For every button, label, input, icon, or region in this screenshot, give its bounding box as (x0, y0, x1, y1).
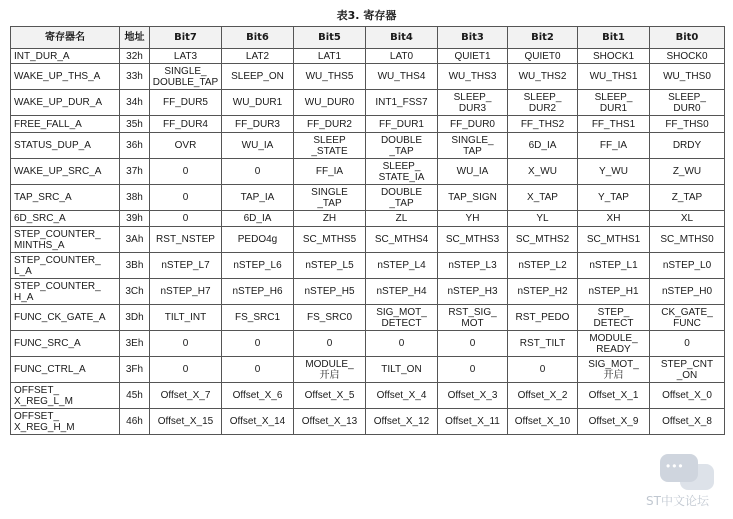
bit7-cell: 0 (150, 211, 222, 227)
bit3-cell: YH (438, 211, 508, 227)
bit0-cell: Z_WU (650, 159, 725, 185)
bit3-cell: QUIET1 (438, 49, 508, 64)
register-table (10, 26, 725, 435)
bit6-cell: 0 (222, 331, 294, 357)
bit1-cell: Y_TAP (578, 185, 650, 211)
col-header-bit3: Bit3 (438, 27, 508, 49)
bit2-cell: 6D_IA (508, 133, 578, 159)
bit1-cell: SHOCK1 (578, 49, 650, 64)
register-address-cell: 35h (120, 116, 150, 133)
bit2-cell: RST_PEDO (508, 305, 578, 331)
bit5-cell: ZH (294, 211, 366, 227)
bit5-cell: Offset_X_5 (294, 383, 366, 409)
bit7-cell: 0 (150, 357, 222, 383)
bit0-cell: WU_THS0 (650, 64, 725, 90)
bit2-cell: YL (508, 211, 578, 227)
bit3-cell: SC_MTHS3 (438, 227, 508, 253)
bit0-cell: Z_TAP (650, 185, 725, 211)
bit4-cell: nSTEP_L4 (366, 253, 438, 279)
bit0-cell: Offset_X_0 (650, 383, 725, 409)
bit3-cell: WU_IA (438, 159, 508, 185)
bit5-cell: FF_DUR2 (294, 116, 366, 133)
bit5-cell: nSTEP_L5 (294, 253, 366, 279)
bit4-cell: TILT_ON (366, 357, 438, 383)
bit2-cell: SC_MTHS2 (508, 227, 578, 253)
bit7-cell: FF_DUR4 (150, 116, 222, 133)
bit6-cell: FF_DUR3 (222, 116, 294, 133)
register-name-cell: STATUS_DUP_A (11, 133, 120, 159)
register-address-cell: 36h (120, 133, 150, 159)
register-address-cell: 32h (120, 49, 150, 64)
bit5-cell: WU_DUR0 (294, 90, 366, 116)
col-header-bit5: Bit5 (294, 27, 366, 49)
forum-watermark (640, 450, 726, 514)
col-header-bit7: Bit7 (150, 27, 222, 49)
bit6-cell: 0 (222, 357, 294, 383)
bit0-cell: CK_GATE_ FUNC (650, 305, 725, 331)
col-header-bit6: Bit6 (222, 27, 294, 49)
bit4-cell: 0 (366, 331, 438, 357)
bit6-cell: LAT2 (222, 49, 294, 64)
bit2-cell: QUIET0 (508, 49, 578, 64)
register-name-cell: OFFSET_ X_REG_L_M (11, 383, 120, 409)
register-name-cell: TAP_SRC_A (11, 185, 120, 211)
bit7-cell: Offset_X_7 (150, 383, 222, 409)
bit5-cell: Offset_X_13 (294, 409, 366, 435)
register-name-cell: WAKE_UP_SRC_A (11, 159, 120, 185)
bit6-cell: WU_DUR1 (222, 90, 294, 116)
table-row (11, 357, 725, 383)
col-header-bit2: Bit2 (508, 27, 578, 49)
bit0-cell: FF_THS0 (650, 116, 725, 133)
bit1-cell: SIG_MOT_ 开启 (578, 357, 650, 383)
bit1-cell: FF_THS1 (578, 116, 650, 133)
bit0-cell: 0 (650, 331, 725, 357)
register-name-cell: FREE_FALL_A (11, 116, 120, 133)
bit4-cell: DOUBLE _TAP (366, 185, 438, 211)
table-row (11, 185, 725, 211)
bit5-cell: SC_MTHS5 (294, 227, 366, 253)
bit6-cell: nSTEP_L6 (222, 253, 294, 279)
bit5-cell: LAT1 (294, 49, 366, 64)
bit1-cell: WU_THS1 (578, 64, 650, 90)
register-name-cell: STEP_COUNTER_ MINTHS_A (11, 227, 120, 253)
col-header-name: 寄存器名 (11, 27, 120, 49)
register-table-body (11, 49, 725, 435)
bit7-cell: RST_NSTEP (150, 227, 222, 253)
register-address-cell: 3Fh (120, 357, 150, 383)
table-row (11, 305, 725, 331)
bit0-cell: Offset_X_8 (650, 409, 725, 435)
bit6-cell: nSTEP_H6 (222, 279, 294, 305)
bit6-cell: TAP_IA (222, 185, 294, 211)
bit0-cell: nSTEP_L0 (650, 253, 725, 279)
table-row (11, 159, 725, 185)
bit3-cell: Offset_X_11 (438, 409, 508, 435)
bit4-cell: SIG_MOT_ DETECT (366, 305, 438, 331)
bit6-cell: Offset_X_14 (222, 409, 294, 435)
bit6-cell: PEDO4g (222, 227, 294, 253)
bit3-cell: 0 (438, 331, 508, 357)
table-row (11, 211, 725, 227)
bit7-cell: nSTEP_L7 (150, 253, 222, 279)
bit0-cell: XL (650, 211, 725, 227)
bit5-cell: SLEEP _STATE (294, 133, 366, 159)
bit0-cell: SC_MTHS0 (650, 227, 725, 253)
register-address-cell: 34h (120, 90, 150, 116)
register-address-cell: 3Bh (120, 253, 150, 279)
register-address-cell: 46h (120, 409, 150, 435)
watermark-text: ST中文论坛 (646, 494, 709, 508)
register-name-cell: WAKE_UP_DUR_A (11, 90, 120, 116)
bit7-cell: LAT3 (150, 49, 222, 64)
bit5-cell: MODULE_ 开启 (294, 357, 366, 383)
header-row (11, 27, 725, 49)
bit4-cell: LAT0 (366, 49, 438, 64)
bit6-cell: WU_IA (222, 133, 294, 159)
bit2-cell: nSTEP_L2 (508, 253, 578, 279)
bit7-cell: 0 (150, 185, 222, 211)
register-address-cell: 3Dh (120, 305, 150, 331)
bit1-cell: FF_IA (578, 133, 650, 159)
register-address-cell: 3Ch (120, 279, 150, 305)
register-name-cell: INT_DUR_A (11, 49, 120, 64)
bit5-cell: SINGLE _TAP (294, 185, 366, 211)
bit1-cell: Offset_X_9 (578, 409, 650, 435)
bit7-cell: nSTEP_H7 (150, 279, 222, 305)
bit3-cell: nSTEP_L3 (438, 253, 508, 279)
bit0-cell: DRDY (650, 133, 725, 159)
table-row (11, 409, 725, 435)
table-row (11, 90, 725, 116)
table-row (11, 133, 725, 159)
bit2-cell: SLEEP_ DUR2 (508, 90, 578, 116)
bit3-cell: Offset_X_3 (438, 383, 508, 409)
bit1-cell: MODULE_ READY (578, 331, 650, 357)
bit3-cell: SINGLE_ TAP (438, 133, 508, 159)
bit1-cell: Offset_X_1 (578, 383, 650, 409)
bit5-cell: FF_IA (294, 159, 366, 185)
bit7-cell: SINGLE_ DOUBLE_TAP (150, 64, 222, 90)
bit0-cell: nSTEP_H0 (650, 279, 725, 305)
register-name-cell: FUNC_SRC_A (11, 331, 120, 357)
register-name-cell: WAKE_UP_THS_A (11, 64, 120, 90)
bit3-cell: SLEEP_ DUR3 (438, 90, 508, 116)
bit4-cell: SLEEP_ STATE_IA (366, 159, 438, 185)
bit5-cell: 0 (294, 331, 366, 357)
bit3-cell: TAP_SIGN (438, 185, 508, 211)
table-row (11, 331, 725, 357)
bit0-cell: SHOCK0 (650, 49, 725, 64)
bit1-cell: SLEEP_ DUR1 (578, 90, 650, 116)
bit7-cell: 0 (150, 331, 222, 357)
bit6-cell: SLEEP_ON (222, 64, 294, 90)
col-header-address: 地址 (120, 27, 150, 49)
bit3-cell: nSTEP_H3 (438, 279, 508, 305)
register-address-cell: 45h (120, 383, 150, 409)
table-caption: 表3. 寄存器 (336, 9, 397, 22)
bit5-cell: nSTEP_H5 (294, 279, 366, 305)
bit3-cell: WU_THS3 (438, 64, 508, 90)
bit6-cell: FS_SRC1 (222, 305, 294, 331)
bit1-cell: nSTEP_L1 (578, 253, 650, 279)
bit2-cell: WU_THS2 (508, 64, 578, 90)
col-header-bit0: Bit0 (650, 27, 725, 49)
bit2-cell: FF_THS2 (508, 116, 578, 133)
bit1-cell: nSTEP_H1 (578, 279, 650, 305)
bit0-cell: SLEEP_ DUR0 (650, 90, 725, 116)
bit1-cell: STEP_ DETECT (578, 305, 650, 331)
bit2-cell: X_WU (508, 159, 578, 185)
register-name-cell: FUNC_CK_GATE_A (11, 305, 120, 331)
bit4-cell: Offset_X_12 (366, 409, 438, 435)
table-row (11, 64, 725, 90)
bit1-cell: XH (578, 211, 650, 227)
register-name-cell: STEP_COUNTER_ H_A (11, 279, 120, 305)
bit7-cell: Offset_X_15 (150, 409, 222, 435)
bit3-cell: RST_SIG_ MOT (438, 305, 508, 331)
table-row (11, 253, 725, 279)
bit0-cell: STEP_CNT _ON (650, 357, 725, 383)
bit2-cell: nSTEP_H2 (508, 279, 578, 305)
bit7-cell: OVR (150, 133, 222, 159)
bit4-cell: WU_THS4 (366, 64, 438, 90)
col-header-bit4: Bit4 (366, 27, 438, 49)
bit3-cell: 0 (438, 357, 508, 383)
table-row (11, 116, 725, 133)
register-name-cell: 6D_SRC_A (11, 211, 120, 227)
table-row (11, 279, 725, 305)
bit7-cell: 0 (150, 159, 222, 185)
bit1-cell: SC_MTHS1 (578, 227, 650, 253)
bit2-cell: 0 (508, 357, 578, 383)
bit4-cell: FF_DUR1 (366, 116, 438, 133)
register-name-cell: STEP_COUNTER_ L_A (11, 253, 120, 279)
bit7-cell: FF_DUR5 (150, 90, 222, 116)
table-row (11, 227, 725, 253)
bit7-cell: TILT_INT (150, 305, 222, 331)
table-row (11, 49, 725, 64)
bit2-cell: X_TAP (508, 185, 578, 211)
ellipsis-icon: ••• (666, 459, 685, 473)
bit2-cell: RST_TILT (508, 331, 578, 357)
register-address-cell: 33h (120, 64, 150, 90)
bit4-cell: Offset_X_4 (366, 383, 438, 409)
register-address-cell: 3Ah (120, 227, 150, 253)
bit4-cell: DOUBLE _TAP (366, 133, 438, 159)
bit2-cell: Offset_X_2 (508, 383, 578, 409)
bit3-cell: FF_DUR0 (438, 116, 508, 133)
bit4-cell: INT1_FSS7 (366, 90, 438, 116)
bit4-cell: ZL (366, 211, 438, 227)
bit4-cell: nSTEP_H4 (366, 279, 438, 305)
bit6-cell: Offset_X_6 (222, 383, 294, 409)
register-address-cell: 37h (120, 159, 150, 185)
table-row (11, 383, 725, 409)
bit5-cell: WU_THS5 (294, 64, 366, 90)
bit5-cell: FS_SRC0 (294, 305, 366, 331)
bit1-cell: Y_WU (578, 159, 650, 185)
register-address-cell: 39h (120, 211, 150, 227)
bit2-cell: Offset_X_10 (508, 409, 578, 435)
register-name-cell: OFFSET_ X_REG_H_M (11, 409, 120, 435)
register-address-cell: 38h (120, 185, 150, 211)
register-address-cell: 3Eh (120, 331, 150, 357)
bit6-cell: 6D_IA (222, 211, 294, 227)
bit4-cell: SC_MTHS4 (366, 227, 438, 253)
col-header-bit1: Bit1 (578, 27, 650, 49)
bit6-cell: 0 (222, 159, 294, 185)
register-name-cell: FUNC_CTRL_A (11, 357, 120, 383)
